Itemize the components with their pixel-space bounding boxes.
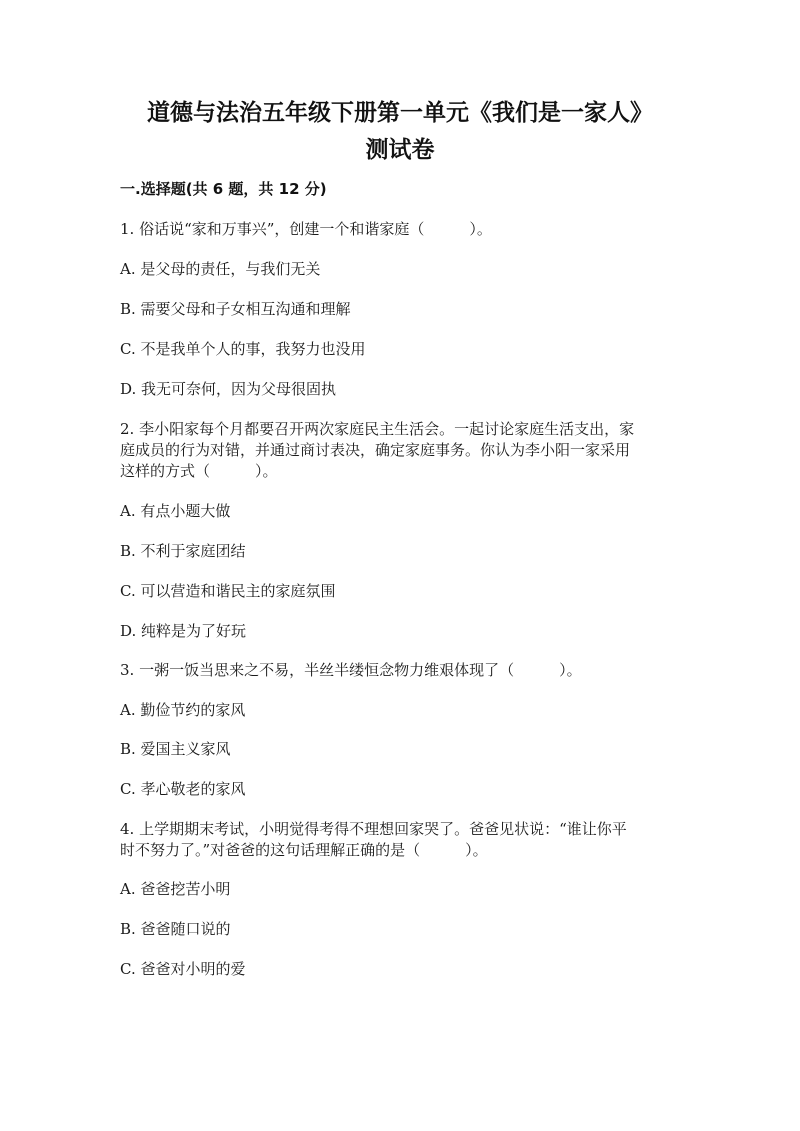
answer-option[interactable]: B. 爱国主义家风 <box>120 740 231 758</box>
answer-option[interactable]: A. 勤俭节约的家风 <box>120 701 246 719</box>
answer-option[interactable]: C. 可以营造和谐民主的家庭氛围 <box>120 582 336 600</box>
question-stem: 3. 一粥一饭当思来之不易，半丝半缕恒念物力维艰体现了（ ）。 <box>120 661 582 679</box>
answer-option[interactable]: A. 爸爸挖苦小明 <box>120 880 231 898</box>
page-title-line-2: 测试卷 <box>365 137 435 163</box>
page-title-line-1: 道德与法治五年级下册第一单元《我们是一家人》 <box>147 100 653 126</box>
answer-option[interactable]: A. 有点小题大做 <box>120 502 231 520</box>
section-heading: 一.选择题(共 6 题，共 12 分) <box>120 180 327 198</box>
answer-option[interactable]: C. 不是我单个人的事，我努力也没用 <box>120 340 366 358</box>
question-stem: 这样的方式（ ）。 <box>120 462 278 480</box>
answer-option[interactable]: D. 纯粹是为了好玩 <box>120 622 247 640</box>
question-stem: 1. 俗话说“家和万事兴”，创建一个和谐家庭（ ）。 <box>120 220 492 238</box>
question-stem: 2. 李小阳家每个月都要召开两次家庭民主生活会。一起讨论家庭生活支出，家 <box>120 420 635 438</box>
question-stem: 庭成员的行为对错，并通过商讨表决，确定家庭事务。你认为李小阳一家采用 <box>120 441 631 459</box>
answer-option[interactable]: B. 爸爸随口说的 <box>120 920 231 938</box>
answer-option[interactable]: C. 爸爸对小明的爱 <box>120 960 246 978</box>
answer-option[interactable]: C. 孝心敬老的家风 <box>120 780 246 798</box>
question-stem: 时不努力了。”对爸爸的这句话理解正确的是（ ）。 <box>120 841 488 859</box>
answer-option[interactable]: A. 是父母的责任，与我们无关 <box>120 260 321 278</box>
answer-option[interactable]: D. 我无可奈何，因为父母很固执 <box>120 380 337 398</box>
answer-option[interactable]: B. 需要父母和子女相互沟通和理解 <box>120 300 351 318</box>
question-stem: 4. 上学期期末考试，小明觉得考得不理想回家哭了。爸爸见状说：“谁让你平 <box>120 820 627 838</box>
answer-option[interactable]: B. 不利于家庭团结 <box>120 542 246 560</box>
